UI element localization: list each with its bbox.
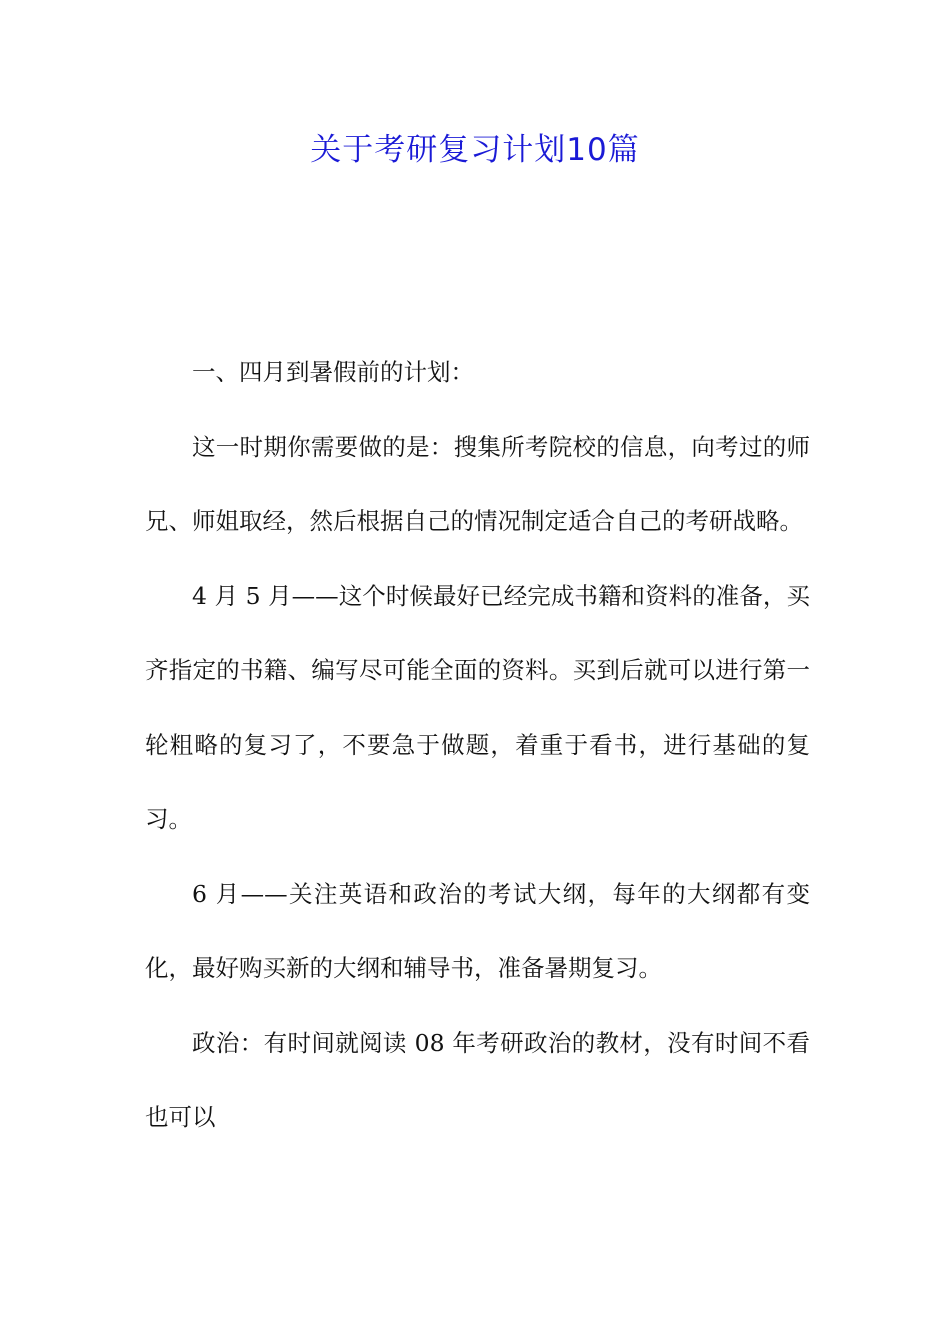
paragraph: 4 月 5 月——这个时候最好已经完成书籍和资料的准备，买齐指定的书籍、编写尽可能全面的资料。买到后就可以进行第一轮粗略的复习了，不要急于做题，着重于看书，进行基础的复习。 [145, 581, 810, 833]
paragraph: 一、四月到暑假前的计划： [192, 358, 474, 386]
paragraph: 6 月——关注英语和政治的考试大纲，每年的大纲都有变化，最好购买新的大纲和辅导书，准备暑期复习。 [145, 879, 810, 982]
document-title: 关于考研复习计划10篇 [310, 132, 640, 168]
document-body [145, 335, 810, 1155]
paragraph: 政治：有时间就阅读 08 年考研政治的教材，没有时间不看也可以 [145, 1028, 810, 1131]
paragraph: 这一时期你需要做的是：搜集所考院校的信息，向考过的师兄、师姐取经，然后根据自己的情况制定适合自己的考研战略。 [145, 432, 810, 535]
